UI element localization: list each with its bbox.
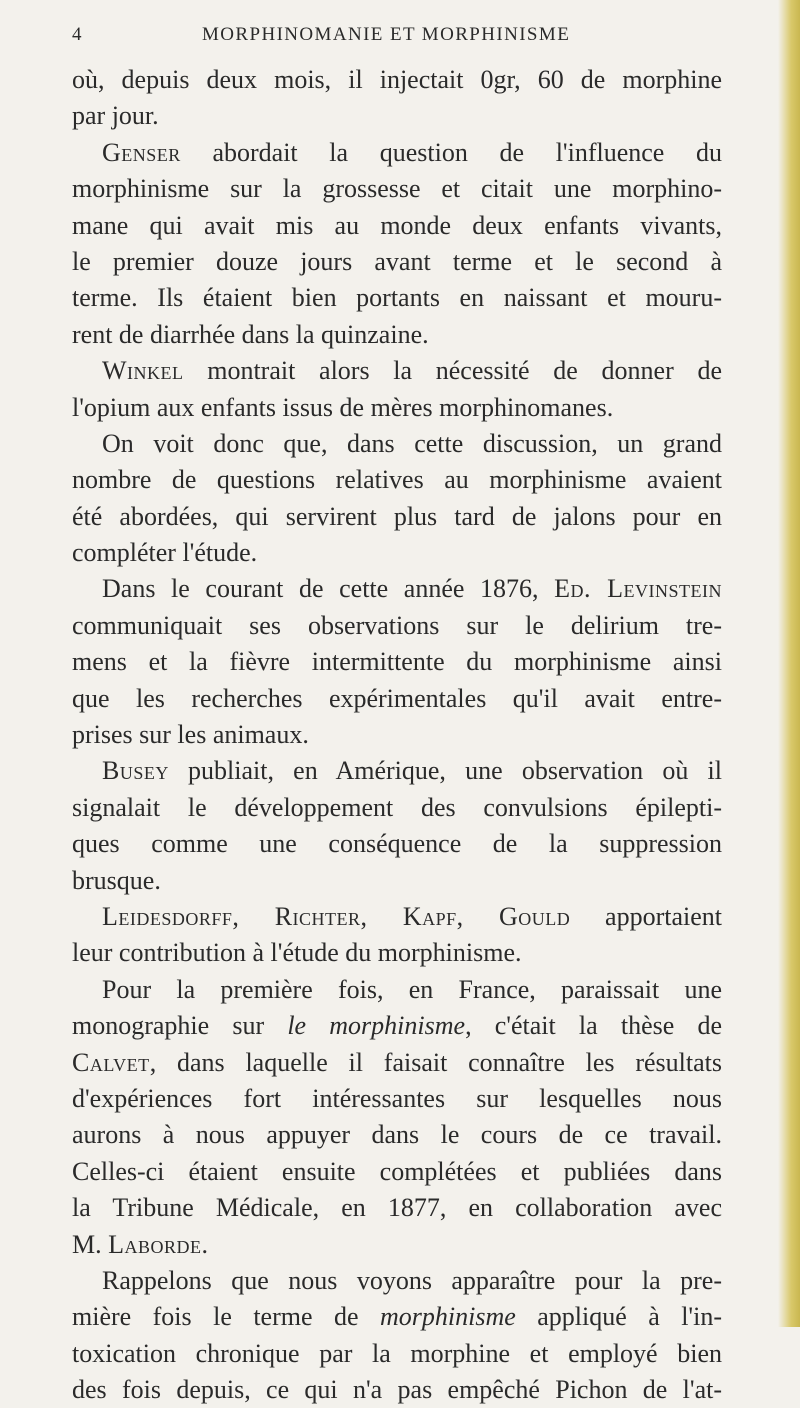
- text-line: terme. Ils étaient bien portants en naissant et mouru-: [72, 283, 722, 313]
- author-name: Laborde: [108, 1229, 202, 1259]
- text-line: Rappelons que nous voyons apparaître pour la pre-: [102, 1265, 722, 1295]
- text-line: mane qui avait mis au monde deux enfants vivants,: [72, 210, 722, 240]
- text-line: ques comme une conséquence de la suppression: [72, 829, 722, 859]
- text-line: Leidesdorff, Richter, Kapf, Gould apportaient: [102, 901, 722, 931]
- text-line: d'expériences fort intéressantes sur lesquelles nous: [72, 1083, 722, 1113]
- author-name: Calvet: [72, 1047, 150, 1077]
- italic-term: morphinisme: [379, 1302, 516, 1332]
- text-line: Busey publiait, en Amérique, une observation où il: [102, 756, 722, 786]
- text-line: On voit donc que, dans cette discussion, un grand: [102, 428, 722, 458]
- text-line: mière fois le terme de morphinisme appliqué à l'in-: [72, 1302, 722, 1332]
- text-line: le premier douze jours avant terme et le second à: [72, 246, 722, 276]
- text-line: prises sur les animaux.: [72, 720, 309, 750]
- text-line: communiquait ses observations sur le delirium tre-: [72, 610, 722, 640]
- text-line: signalait le développement des convulsions épilepti-: [72, 792, 722, 822]
- text-line: mens et la fièvre intermittente du morphinisme ainsi: [72, 647, 722, 677]
- text-line: M. Laborde.: [72, 1229, 209, 1259]
- text-line: Calvet, dans laquelle il faisait connaître les résultats: [72, 1047, 722, 1077]
- author-name: Ed. Levinstein: [554, 574, 722, 604]
- text-line: aurons à nous appuyer dans le cours de ce travail.: [72, 1120, 722, 1150]
- text-line: l'opium aux enfants issus de mères morphinomanes.: [72, 392, 614, 422]
- text-line: par jour.: [72, 101, 159, 131]
- text-line: Dans le courant de cette année 1876, Ed. Levinstein: [102, 574, 722, 604]
- author-name: Busey: [102, 756, 169, 786]
- text-line: compléter l'étude.: [72, 538, 258, 568]
- text-line: monographie sur le morphinisme, c'était la thèse de: [72, 1011, 722, 1041]
- page-header: [72, 24, 722, 52]
- text-line: Celles-ci étaient ensuite complétées et publiées dans: [72, 1156, 722, 1186]
- text-line: où, depuis deux mois, il injectait 0gr, 60 de morphine: [72, 65, 722, 94]
- text-line: toxication chronique par la morphine et employé bien: [72, 1338, 722, 1368]
- text-line: Winkel montrait alors la nécessité de donner de: [102, 356, 722, 386]
- text-line: été abordées, qui servirent plus tard de jalons pour en: [72, 501, 722, 531]
- text-line: morphinisme sur la grossesse et citait une morphino-: [72, 174, 722, 204]
- body-text: [72, 62, 722, 1408]
- text-line: leur contribution à l'étude du morphinisme.: [72, 938, 522, 968]
- text-line: Pour la première fois, en France, paraissait une: [102, 974, 722, 1004]
- text-line: Genser abordait la question de l'influence du: [102, 137, 722, 167]
- author-name: Genser: [102, 137, 181, 167]
- text-line: brusque.: [72, 865, 161, 895]
- text-line: la Tribune Médicale, en 1877, en collaboration avec: [72, 1193, 722, 1223]
- text-line: des fois depuis, ce qui n'a pas empêché Pichon de l'at-: [72, 1375, 722, 1405]
- page-edge: [778, 0, 800, 1327]
- italic-term: le morphinisme: [287, 1011, 466, 1041]
- running-title: MORPHINOMANIE ET MORPHINISME: [202, 24, 571, 45]
- page-number: 4: [72, 24, 82, 45]
- text-line: que les recherches expérimentales qu'il avait entre-: [72, 683, 722, 713]
- text-line: rent de diarrhée dans la quinzaine.: [72, 319, 429, 349]
- author-name: Leidesdorff, Richter, Kapf, Gould: [102, 901, 571, 931]
- text-line: nombre de questions relatives au morphinisme avaient: [72, 465, 722, 495]
- author-name: Winkel: [102, 356, 184, 386]
